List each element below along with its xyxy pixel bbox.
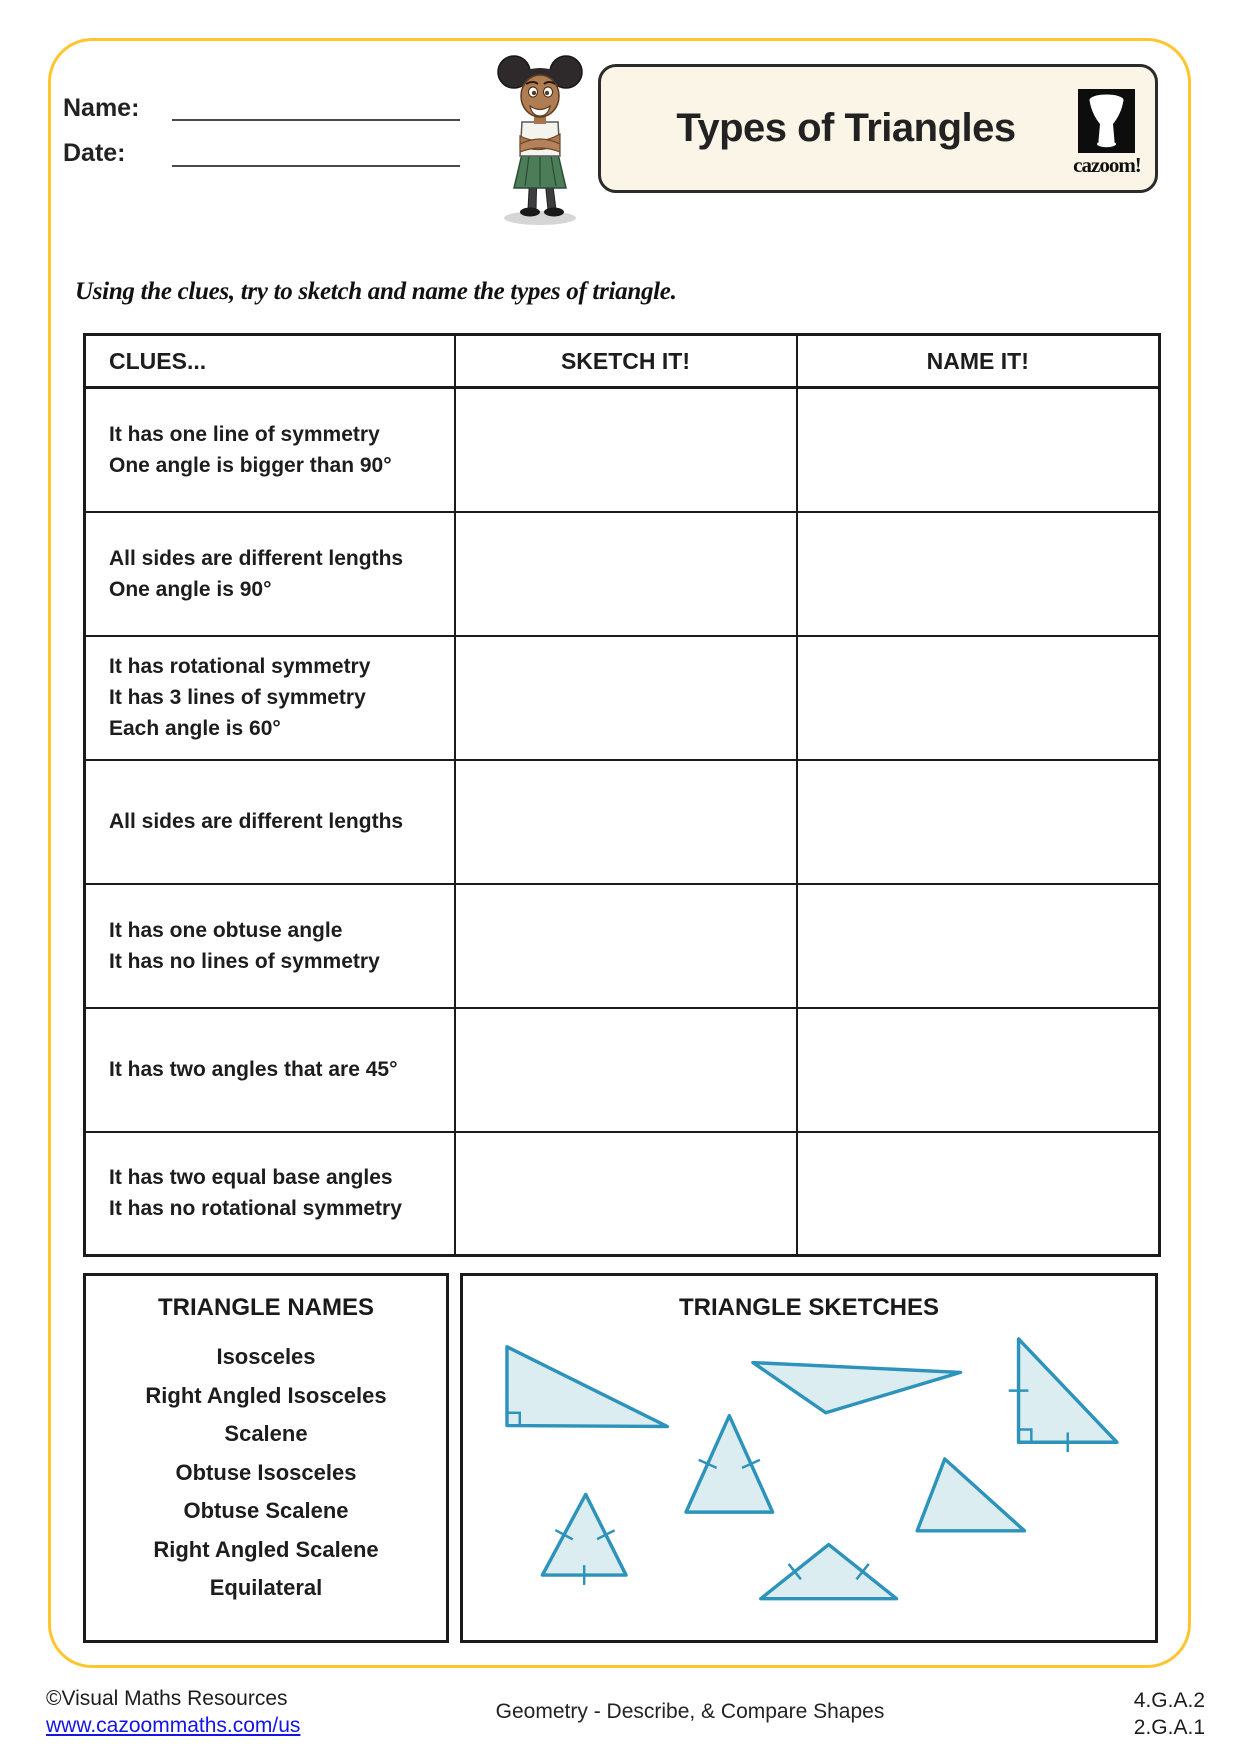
triangle-name-item: Obtuse Scalene [183, 1498, 349, 1523]
instruction-text: Using the clues, try to sketch and name the types of triangle. [75, 278, 677, 305]
cazoom-logo-text: cazoom! [1073, 153, 1141, 177]
clue-line: All sides are different lengths [109, 546, 404, 570]
worksheet-title: Types of Triangles [676, 106, 1016, 150]
title-box [598, 64, 1158, 193]
triangle-sketch-obtuse-scalene [753, 1363, 961, 1413]
name-answer-cell[interactable] [797, 760, 1160, 884]
triangle-name-item: Scalene [224, 1421, 308, 1446]
triangle-name-item: Right Angled Scalene [153, 1536, 379, 1562]
triangle-sketches-canvas [463, 1276, 1155, 1640]
triangle-sketch-right-angled-isosceles [1019, 1339, 1117, 1442]
clue-line: It has no rotational symmetry [109, 1197, 402, 1221]
clue-cell [85, 1008, 455, 1132]
copyright-text: ©Visual Maths Resources [46, 1687, 288, 1710]
sketch-answer-cell[interactable] [455, 388, 797, 512]
clue-line: It has rotational symmetry [109, 655, 371, 678]
table-row [85, 760, 1160, 884]
table-row [85, 1132, 1160, 1256]
name-answer-cell[interactable] [797, 636, 1160, 760]
triangle-names-heading: TRIANGLE NAMES [158, 1294, 374, 1321]
triangle-sketch-scalene [917, 1459, 1024, 1531]
table-row [85, 388, 1160, 512]
triangle-name-item: Obtuse Isosceles [175, 1459, 357, 1485]
table-row [85, 636, 1160, 760]
triangle-sketches-heading: TRIANGLE SKETCHES [678, 1294, 939, 1321]
clue-cell [85, 512, 455, 636]
clue-line: It has 3 lines of symmetry [109, 686, 366, 709]
clue-cell [85, 760, 455, 884]
column-header-name: NAME IT! [797, 335, 1160, 388]
clue-cell [85, 636, 455, 760]
sketch-answer-cell[interactable] [455, 760, 797, 884]
table-header-row [85, 335, 1160, 388]
name-answer-cell[interactable] [797, 1132, 1160, 1256]
standard-code: 2.G.A.1 [1133, 1716, 1205, 1739]
triangle-name-item: Equilateral [209, 1575, 323, 1600]
sketch-answer-cell[interactable] [455, 1132, 797, 1256]
clue-line: One angle is 90° [109, 577, 272, 601]
footer-topic: Geometry - Describe, & Compare Shapes [495, 1700, 885, 1723]
name-answer-cell[interactable] [797, 884, 1160, 1008]
name-label: Name: [63, 94, 140, 122]
clue-cell [85, 388, 455, 512]
date-input-line[interactable] [172, 143, 460, 167]
clue-line: One angle is bigger than 90° [109, 453, 392, 477]
triangle-sketch-obtuse-isosceles [761, 1545, 897, 1599]
standard-code: 4.G.A.2 [1133, 1689, 1205, 1712]
triangle-sketch-isosceles [686, 1416, 773, 1512]
triangle-sketch-equilateral [542, 1494, 626, 1575]
website-link[interactable]: www.cazoommaths.com/us [46, 1714, 301, 1737]
clue-line: It has two equal base angles [109, 1166, 393, 1190]
cazoom-logo [1078, 89, 1135, 153]
sketch-answer-cell[interactable] [455, 636, 797, 760]
footer-credits [46, 1687, 300, 1738]
clues-table [83, 333, 1161, 1257]
name-input-line[interactable] [172, 97, 460, 121]
triangle-name-item: Right Angled Isosceles [145, 1382, 387, 1408]
sketch-answer-cell[interactable] [455, 1008, 797, 1132]
table-row [85, 1008, 1160, 1132]
clue-line: All sides are different lengths [109, 810, 404, 833]
table-row [85, 884, 1160, 1008]
triangle-name-item: Isosceles [216, 1344, 316, 1369]
triangle-sketch-right-angled-scalene [507, 1347, 667, 1427]
footer-standards [1134, 1687, 1205, 1741]
clue-line: It has one line of symmetry [109, 422, 380, 446]
triangle-names-box [83, 1273, 449, 1643]
date-label: Date: [63, 139, 126, 167]
clue-line: It has two angles that are 45° [109, 1058, 398, 1081]
name-answer-cell[interactable] [797, 512, 1160, 636]
sketch-answer-cell[interactable] [455, 512, 797, 636]
table-row [85, 512, 1160, 636]
clue-cell [85, 884, 455, 1008]
column-header-sketch: SKETCH IT! [455, 335, 797, 388]
student-character-illustration [478, 50, 598, 230]
cazoom-drum-icon [1078, 89, 1135, 153]
triangle-names-list [86, 1338, 446, 1608]
clue-cell [85, 1132, 455, 1256]
column-header-clues: CLUES... [85, 335, 455, 388]
clue-line: It has no lines of symmetry [109, 949, 380, 973]
name-answer-cell[interactable] [797, 388, 1160, 512]
name-answer-cell[interactable] [797, 1008, 1160, 1132]
clue-line: It has one obtuse angle [109, 918, 343, 942]
clue-line: Each angle is 60° [109, 717, 281, 740]
sketch-answer-cell[interactable] [455, 884, 797, 1008]
triangle-sketches-box [460, 1273, 1158, 1643]
